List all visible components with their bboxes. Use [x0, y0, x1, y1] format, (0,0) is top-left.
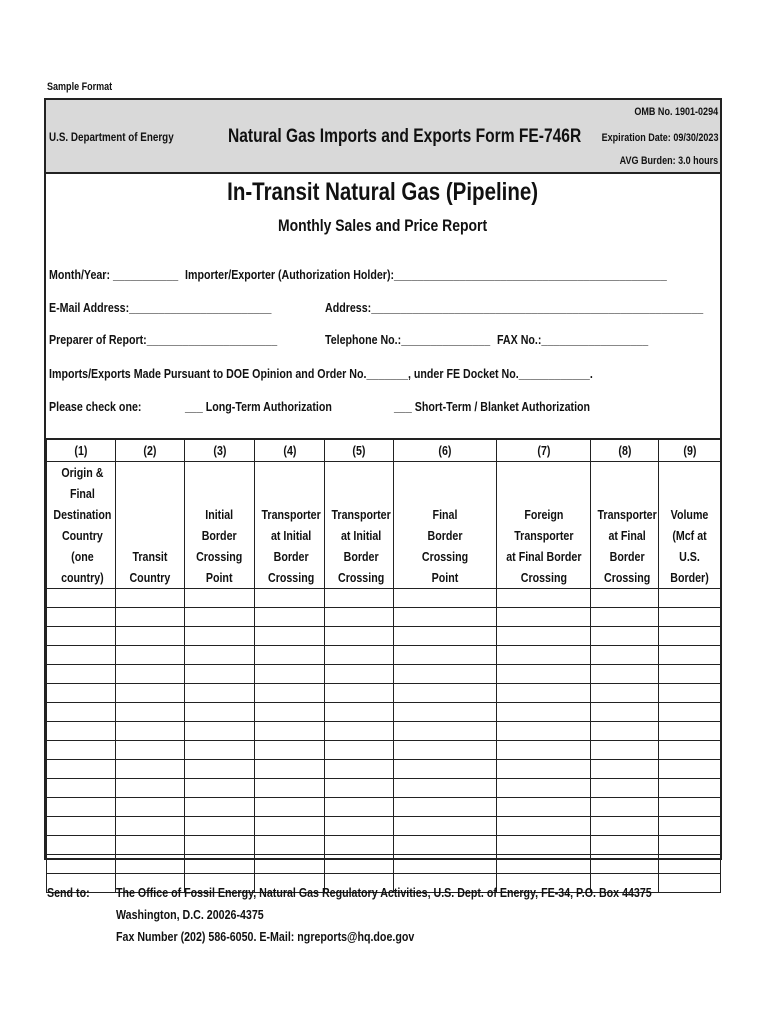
table-cell[interactable] — [497, 608, 591, 627]
column-header: Transporter at Initial Border Crossing — [255, 462, 325, 589]
table-cell[interactable] — [185, 836, 255, 855]
table-cell[interactable] — [394, 779, 497, 798]
table-cell[interactable] — [325, 798, 394, 817]
table-cell[interactable] — [659, 627, 721, 646]
table-row — [47, 589, 721, 608]
table-row — [47, 703, 721, 722]
table-row — [47, 627, 721, 646]
table-cell[interactable] — [185, 741, 255, 760]
table-cell[interactable] — [47, 817, 116, 836]
table-cell[interactable] — [47, 760, 116, 779]
table-cell[interactable] — [591, 855, 659, 874]
table-cell[interactable] — [591, 608, 659, 627]
report-table — [46, 438, 721, 893]
table-row — [47, 779, 721, 798]
table-cell[interactable] — [255, 589, 325, 608]
table-cell[interactable] — [659, 817, 721, 836]
table-cell[interactable] — [47, 665, 116, 684]
table-cell[interactable] — [591, 627, 659, 646]
table-cell[interactable] — [394, 722, 497, 741]
table-cell[interactable] — [591, 817, 659, 836]
table-cell[interactable] — [255, 627, 325, 646]
table-cell[interactable] — [497, 817, 591, 836]
preparer-field[interactable]: Preparer of Report:______________________ — [49, 332, 278, 347]
table-cell[interactable] — [325, 646, 394, 665]
table-cell[interactable] — [116, 589, 185, 608]
table-cell[interactable] — [497, 836, 591, 855]
table-cell[interactable] — [255, 836, 325, 855]
table-cell[interactable] — [325, 817, 394, 836]
table-cell[interactable] — [116, 798, 185, 817]
fax-field[interactable]: FAX No.:__________________ — [497, 332, 649, 347]
fax-email-line: Fax Number (202) 586-6050. E-Mail: ngreports@hq.doe.gov — [116, 929, 415, 944]
table-row — [47, 836, 721, 855]
table-cell[interactable] — [659, 779, 721, 798]
form-frame — [44, 98, 722, 860]
table-cell[interactable] — [325, 684, 394, 703]
table-row — [47, 760, 721, 779]
table-cell[interactable] — [47, 646, 116, 665]
table-cell[interactable] — [591, 684, 659, 703]
table-cell[interactable] — [394, 589, 497, 608]
table-cell[interactable] — [185, 760, 255, 779]
table-cell[interactable] — [659, 665, 721, 684]
table-cell[interactable] — [394, 798, 497, 817]
email-field[interactable]: E-Mail Address:________________________ — [49, 300, 272, 315]
long-term-checkbox[interactable]: ___ Long-Term Authorization — [185, 399, 332, 414]
table-cell[interactable] — [116, 779, 185, 798]
table-cell[interactable] — [185, 684, 255, 703]
table-cell[interactable] — [497, 855, 591, 874]
table-cell[interactable] — [116, 817, 185, 836]
table-cell[interactable] — [47, 741, 116, 760]
table-cell[interactable] — [255, 665, 325, 684]
table-body — [47, 589, 721, 893]
table-cell[interactable] — [116, 608, 185, 627]
column-header: Initial Border Crossing Point — [185, 462, 255, 589]
table-cell[interactable] — [591, 646, 659, 665]
table-cell[interactable] — [255, 855, 325, 874]
column-number-row — [47, 439, 721, 462]
table-cell[interactable] — [591, 741, 659, 760]
table-row — [47, 855, 721, 874]
column-number: (2) — [116, 439, 185, 462]
omb-number: OMB No. 1901-0294 — [634, 106, 718, 118]
table-cell[interactable] — [47, 608, 116, 627]
check-one-label: Please check one: — [49, 399, 142, 414]
table-cell[interactable] — [497, 703, 591, 722]
table-cell[interactable] — [47, 703, 116, 722]
table-cell[interactable] — [116, 665, 185, 684]
table-cell[interactable] — [47, 836, 116, 855]
table-cell[interactable] — [591, 760, 659, 779]
form-header — [46, 100, 720, 174]
column-number: (8) — [591, 439, 659, 462]
table-cell[interactable] — [255, 817, 325, 836]
column-header: Volume (Mcf at U.S. Border) — [659, 462, 721, 589]
send-to-address-line2: Washington, D.C. 20026-4375 — [116, 907, 264, 922]
table-cell[interactable] — [325, 836, 394, 855]
table-cell[interactable] — [591, 779, 659, 798]
table-cell[interactable] — [116, 760, 185, 779]
report-subtitle: Monthly Sales and Price Report — [278, 216, 488, 235]
table-cell[interactable] — [325, 741, 394, 760]
table-cell[interactable] — [591, 836, 659, 855]
table-cell[interactable] — [116, 684, 185, 703]
table-cell[interactable] — [394, 817, 497, 836]
table-row — [47, 646, 721, 665]
table-cell[interactable] — [325, 722, 394, 741]
table-cell[interactable] — [497, 589, 591, 608]
table-cell[interactable] — [394, 684, 497, 703]
address-field[interactable]: Address:________________________________________________________ — [325, 300, 704, 315]
table-cell[interactable] — [255, 684, 325, 703]
table-cell[interactable] — [325, 760, 394, 779]
table-row — [47, 817, 721, 836]
column-number: (6) — [394, 439, 497, 462]
table-cell[interactable] — [659, 874, 721, 893]
table-cell[interactable] — [47, 798, 116, 817]
table-cell[interactable] — [659, 589, 721, 608]
column-number: (4) — [255, 439, 325, 462]
table-cell[interactable] — [659, 608, 721, 627]
table-cell[interactable] — [659, 684, 721, 703]
table-cell[interactable] — [255, 760, 325, 779]
form-title: Natural Gas Imports and Exports Form FE-746R — [228, 126, 582, 147]
table-cell[interactable] — [116, 627, 185, 646]
column-header: Transporter at Initial Border Crossing — [325, 462, 394, 589]
table-cell[interactable] — [497, 722, 591, 741]
table-cell[interactable] — [185, 817, 255, 836]
table-cell[interactable] — [659, 646, 721, 665]
report-title: In-Transit Natural Gas (Pipeline) — [227, 178, 539, 206]
table-cell[interactable] — [185, 798, 255, 817]
table-row — [47, 608, 721, 627]
table-cell[interactable] — [47, 627, 116, 646]
table-cell[interactable] — [497, 741, 591, 760]
send-to-label: Send to: — [47, 885, 90, 900]
table-cell[interactable] — [255, 722, 325, 741]
table-row — [47, 798, 721, 817]
table-row — [47, 722, 721, 741]
table-cell[interactable] — [497, 760, 591, 779]
column-number: (9) — [659, 439, 721, 462]
table-cell[interactable] — [185, 627, 255, 646]
table-cell[interactable] — [394, 855, 497, 874]
table-cell[interactable] — [497, 627, 591, 646]
column-number: (5) — [325, 439, 394, 462]
table-cell[interactable] — [394, 836, 497, 855]
table-cell[interactable] — [325, 855, 394, 874]
table-cell[interactable] — [591, 722, 659, 741]
table-cell[interactable] — [394, 646, 497, 665]
table-cell[interactable] — [659, 760, 721, 779]
table-cell[interactable] — [325, 703, 394, 722]
table-cell[interactable] — [47, 779, 116, 798]
table-cell[interactable] — [591, 589, 659, 608]
table-cell[interactable] — [185, 855, 255, 874]
table-cell[interactable] — [659, 703, 721, 722]
table-cell[interactable] — [659, 722, 721, 741]
table-cell[interactable] — [394, 741, 497, 760]
avg-burden: AVG Burden: 3.0 hours — [619, 155, 718, 167]
table-cell[interactable] — [394, 608, 497, 627]
table-row — [47, 665, 721, 684]
table-cell[interactable] — [255, 741, 325, 760]
table-cell[interactable] — [497, 779, 591, 798]
table-cell[interactable] — [47, 589, 116, 608]
table-cell[interactable] — [255, 608, 325, 627]
table-cell[interactable] — [255, 779, 325, 798]
column-number: (3) — [185, 439, 255, 462]
column-header: Foreign Transporter at Final Border Crossing — [497, 462, 591, 589]
table-cell[interactable] — [185, 779, 255, 798]
table-cell[interactable] — [325, 608, 394, 627]
table-cell[interactable] — [116, 646, 185, 665]
table-cell[interactable] — [255, 798, 325, 817]
table-cell[interactable] — [394, 703, 497, 722]
column-header: Transit Country — [116, 462, 185, 589]
telephone-field[interactable]: Telephone No.:_______________ — [325, 332, 491, 347]
column-header: Transporter at Final Border Crossing — [591, 462, 659, 589]
column-header: Final Border Crossing Point — [394, 462, 497, 589]
table-cell[interactable] — [659, 836, 721, 855]
table-cell[interactable] — [185, 703, 255, 722]
table-row — [47, 741, 721, 760]
sample-format-label: Sample Format — [47, 81, 113, 93]
column-number: (7) — [497, 439, 591, 462]
table-cell[interactable] — [185, 589, 255, 608]
table-cell[interactable] — [185, 722, 255, 741]
table-cell[interactable] — [116, 855, 185, 874]
expiration-date: Expiration Date: 09/30/2023 — [601, 132, 718, 144]
table-cell[interactable] — [325, 665, 394, 684]
pursuant-order-field[interactable]: Imports/Exports Made Pursuant to DOE Opinion and Order No._______, under FE Docket No.____________. — [49, 366, 593, 381]
table-cell[interactable] — [47, 684, 116, 703]
importer-exporter-field[interactable]: Importer/Exporter (Authorization Holder):______________________________________________ — [185, 267, 667, 282]
month-year-field[interactable]: Month/Year: ___________ — [49, 267, 179, 282]
short-term-checkbox[interactable]: ___ Short-Term / Blanket Authorization — [394, 399, 591, 414]
table-cell[interactable] — [394, 760, 497, 779]
table-cell[interactable] — [255, 646, 325, 665]
column-label-row — [47, 462, 721, 589]
table-cell[interactable] — [325, 779, 394, 798]
table-cell[interactable] — [394, 627, 497, 646]
table-row — [47, 684, 721, 703]
table-cell[interactable] — [185, 646, 255, 665]
table-cell[interactable] — [394, 665, 497, 684]
table-cell[interactable] — [116, 722, 185, 741]
table-cell[interactable] — [116, 836, 185, 855]
department-name: U.S. Department of Energy — [49, 130, 174, 144]
table-cell[interactable] — [255, 703, 325, 722]
table-cell[interactable] — [591, 665, 659, 684]
table-cell[interactable] — [497, 665, 591, 684]
column-number: (1) — [47, 439, 116, 462]
table-cell[interactable] — [497, 798, 591, 817]
table-cell[interactable] — [185, 608, 255, 627]
table-cell[interactable] — [116, 741, 185, 760]
table-cell[interactable] — [47, 722, 116, 741]
table-cell[interactable] — [325, 589, 394, 608]
table-cell[interactable] — [591, 798, 659, 817]
table-cell[interactable] — [497, 684, 591, 703]
table-cell[interactable] — [185, 665, 255, 684]
table-cell[interactable] — [659, 855, 721, 874]
table-cell[interactable] — [47, 855, 116, 874]
column-header: Origin & Final Destination Country (one country) — [47, 462, 116, 589]
table-cell[interactable] — [659, 741, 721, 760]
table-cell[interactable] — [497, 646, 591, 665]
table-cell[interactable] — [659, 798, 721, 817]
table-cell[interactable] — [116, 703, 185, 722]
table-cell[interactable] — [325, 627, 394, 646]
send-to-address-line1: The Office of Fossil Energy, Natural Gas Regulatory Activities, U.S. Dept. of Energy, FE-34, P.O. Box 44375 — [116, 885, 652, 900]
table-cell[interactable] — [591, 703, 659, 722]
